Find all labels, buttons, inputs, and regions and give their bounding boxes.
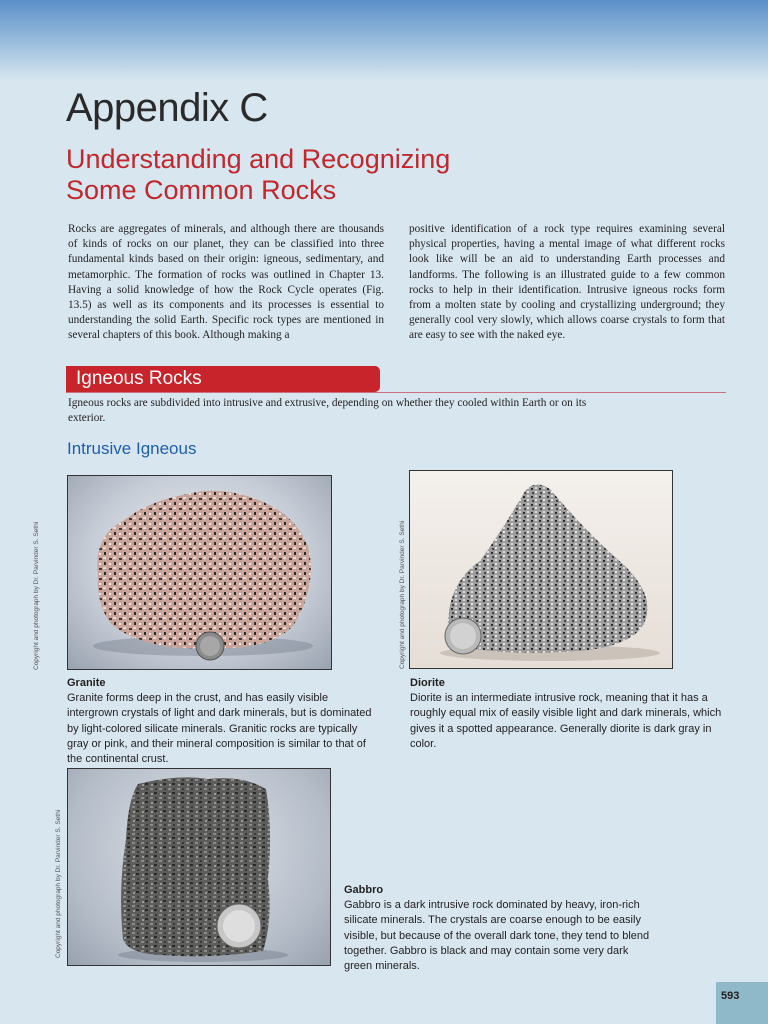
subsection-heading: Intrusive Igneous [67,439,197,458]
section-heading-bar [66,366,380,392]
intro-paragraph-left: Rocks are aggregates of minerals, and although there are thousands of kinds of rocks on our planet, they can be classified into three fundamental kinds based on their origin: igneous, sedimentary, and metamorphic. The formation of rocks was outlined in Chapter 13. Having a solid knowledge of how the Rock Cycle operates (Fig. 13.5) as well as its components and its processes is essential to understanding the solid Earth. Specific rock types are mentioned in several chapters of this book. Although making a [68,223,384,342]
gabbro-photo [67,768,331,966]
diorite-photo-credit: Copyright and photograph by Dr. Parvinder S. Sethi [399,520,406,669]
diorite-rock-image [410,471,672,668]
gabbro-rock-image [68,769,330,965]
page-number-tab [716,982,768,1024]
section-heading: Igneous Rocks [76,368,202,389]
granite-photo [67,475,332,670]
header-gradient-band [0,0,768,80]
diorite-photo [409,470,673,669]
chapter-title-line-2: Some Common Rocks [66,175,337,205]
section-description: Igneous rocks are subdivided into intrusive and extrusive, depending on whether they cooled within Earth or on its exterior. [68,397,587,424]
diorite-name: Diorite [410,677,445,689]
chapter-title-line-1: Understanding and Recognizing [66,144,451,174]
page-number: 593 [721,990,740,1002]
granite-description: Granite forms deep in the crust, and has easily visible intergrown crystals of light and dark minerals, but is dominated by light-colored silicate minerals. Granitic rocks are typically gray or pink, and their mineral composition is similar to that of the continental crust. [67,692,372,766]
granite-photo-credit: Copyright and photograph by Dr. Parvinder S. Sethi [33,521,40,670]
intro-paragraph-right: positive identification of a rock type requires examining several physical properties, having a mental image of what different rocks look like will be an aid to understanding Earth processes and landforms. The following is an illustrated guide to a few common rocks to help in their identification. Intrusive igneous rocks form from a molten state by cooling and crystallizing underground; they generally cool very slowly, which allows coarse crystals to form that are easy to see with the naked eye. [409,223,725,342]
granite-rock-image [68,476,331,669]
granite-name: Granite [67,677,106,689]
gabbro-photo-credit: Copyright and photograph by Dr. Parvinder S. Sethi [55,809,62,958]
appendix-title: Appendix C [66,86,268,130]
section-rule [66,392,726,393]
diorite-description: Diorite is an intermediate intrusive rock, meaning that it has a roughly equal mix of easily visible light and dark minerals, which gives it a spotted appearance. Generally diorite is dark gray in color. [410,692,722,750]
gabbro-name: Gabbro [344,884,384,896]
gabbro-description: Gabbro is a dark intrusive rock dominated by heavy, iron-rich silicate minerals. The crystals are coarse enough to be easily visible, but because of the overall dark tone, they tend to blend together. Gabbro is black and may contain some very dark green minerals. [344,899,650,973]
chapter-title [66,144,586,206]
